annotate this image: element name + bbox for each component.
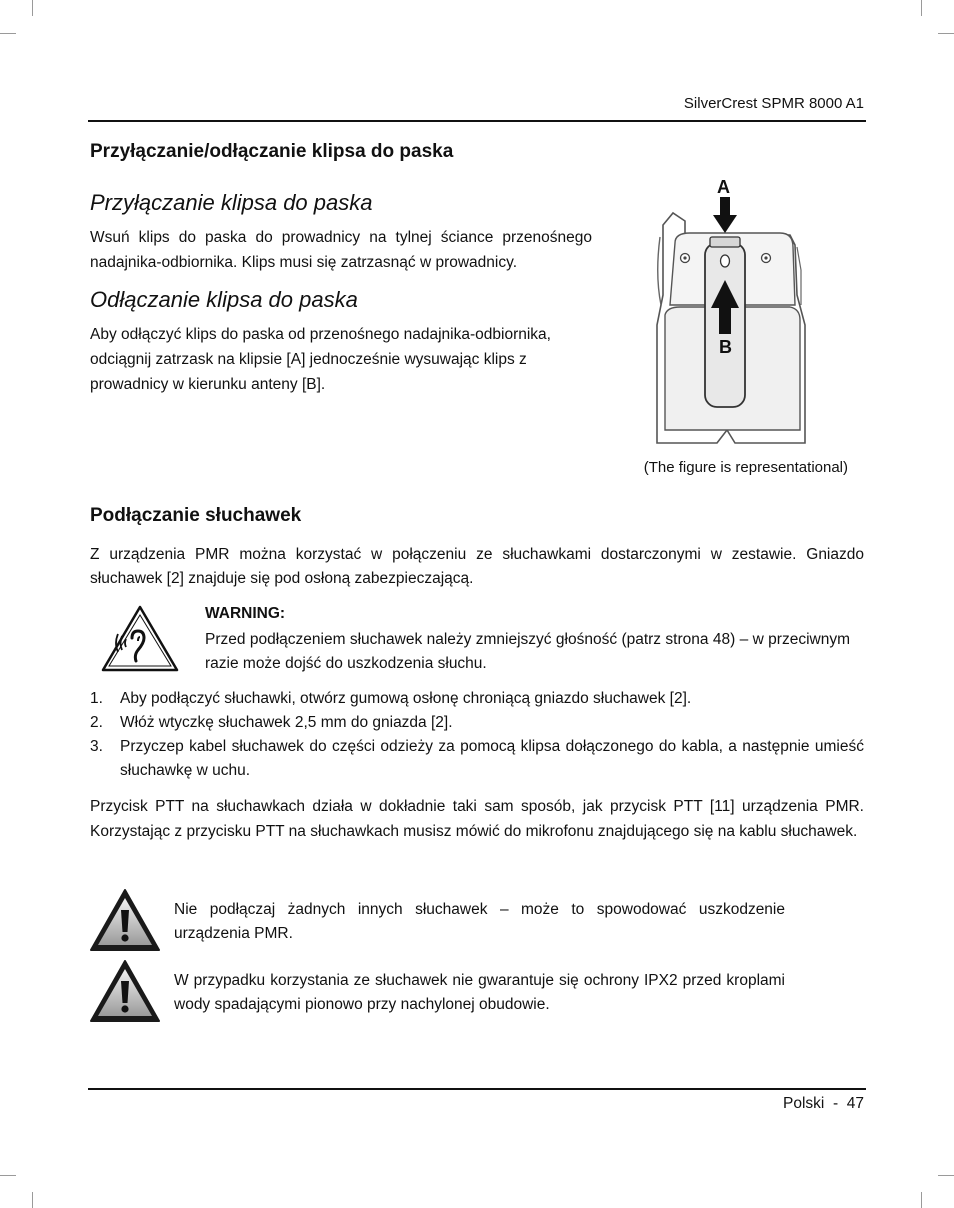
crop-mark (32, 1192, 33, 1208)
arrow-down-icon (713, 215, 737, 233)
hearing-warning-icon (100, 603, 180, 673)
caution-icon (89, 888, 161, 952)
headphones-intro: Z urządzenia PMR można korzystać w połączeniu ze słuchawkami dostarczonymi w zestawie. Gniazdo słuchawek [2] znajduje się pod osłoną zabezpieczającą. (90, 546, 864, 587)
subsection-title-attach: Przyłączanie klipsa do paska (90, 190, 373, 215)
figure-label-a: A (717, 177, 730, 197)
footer-page-number: Polski - 47 (783, 1095, 864, 1112)
warning-text: Przed podłączeniem słuchawek należy zmniejszyć głośność (patrz strona 48) – w przeciwnym razie może dojść do uszkodzenia słuchu. (205, 631, 850, 672)
belt-clip-figure (645, 175, 815, 450)
detach-instructions: Aby odłączyć klips do paska od przenośnego nadajnika-odbiornika, odciągnij zatrzask na klipsie [A] jednocześnie wysuwając klips z prowadnicy w kierunku anteny [B]. (90, 326, 551, 393)
section-title-headphones: Podłączanie słuchawek (90, 505, 302, 526)
crop-mark (921, 0, 922, 16)
figure-label-b: B (719, 337, 732, 357)
crop-mark (0, 1175, 16, 1176)
crop-mark (32, 0, 33, 16)
attach-instructions: Wsuń klips do paska do prowadnicy na tylnej ściance przenośnego nadajnika-odbiornika. Klips musi się zatrzasnąć w prowadnicy. (90, 229, 592, 271)
caution-text-2: W przypadku korzystania ze słuchawek nie gwarantuje się ochrony IPX2 przed kroplami wody spadającymi pionowo przy nachylonej obudowie. (174, 972, 785, 1013)
header-rule (88, 120, 866, 122)
list-item: 1. Aby podłączyć słuchawki, otwórz gumową osłonę chroniącą gniazdo słuchawek [2]. (90, 690, 692, 707)
clip-latch (721, 255, 730, 267)
list-item: 3. Przyczep kabel słuchawek do części odzieży za pomocą klipsa dołączonego do kabla, a następnie umieść słuchawkę w uchu. (90, 738, 864, 779)
section-title-belt-clip: Przyłączanie/odłączanie klipsa do paska (90, 141, 454, 162)
ptt-paragraph: Przycisk PTT na słuchawkach działa w dokładnie taki sam sposób, jak przycisk PTT [11] urządzenia PMR. Korzystając z przycisku PTT na słuchawkach musisz mówić do mikrofonu znajdującego się na kablu słuchawek. (90, 798, 864, 840)
list-item: 2. Włóż wtyczkę słuchawek 2,5 mm do gniazda [2]. (90, 714, 453, 731)
crop-mark (938, 1175, 954, 1176)
figure-caption: (The figure is representational) (643, 459, 848, 476)
crop-mark (0, 33, 16, 34)
warning-title: WARNING: (205, 605, 286, 622)
crop-mark (938, 33, 954, 34)
headphone-steps-list (90, 687, 864, 783)
crop-mark (921, 1192, 922, 1208)
subsection-title-detach: Odłączanie klipsa do paska (90, 287, 358, 312)
header-product-name: SilverCrest SPMR 8000 A1 (683, 95, 864, 112)
footer-rule (88, 1088, 866, 1090)
caution-text-1: Nie podłączaj żadnych innych słuchawek – może to spowodować uszkodzenie urządzenia PMR. (174, 901, 785, 942)
caution-icon (89, 959, 161, 1023)
